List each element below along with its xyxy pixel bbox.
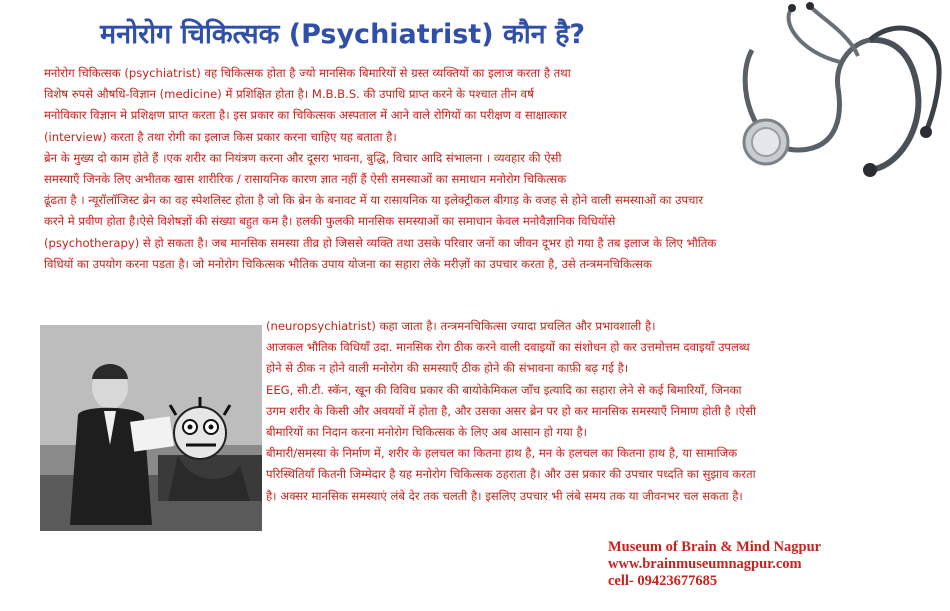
text-line: (interview) करता है तथा रोगी का इलाज किस प्रकार करना चाहिए यह बताता है। — [44, 129, 397, 144]
text-line: उगम शरीर के किसी और अवयवों में होता है, और उसका असर ब्रेन पर हो कर मानसिक समस्याएँ निमाण होती है ।ऐसी — [266, 403, 757, 418]
text-line: परिस्थितियाँ कितनी जिम्मेदार है यह मनोरोग चिकित्सक ठहराता है। और उस प्रकार की उपचार पध्दति का सुझाव करता — [266, 467, 756, 482]
vintage-psychiatrist-photo — [40, 325, 262, 531]
article-text-top — [44, 63, 716, 275]
text-line: करने मे प्रवीण होता है।ऐसे विशेषज्ञों की संख्या बहुत कम है। हलकी फुलकी मानसिक समस्याओं का समाधान केवल मनोवैज्ञानिक विधियोंसे — [44, 214, 616, 229]
text-line: EEG, सी.टी. स्कॅन, खून की विविध प्रकार की बायोकेमिकल जाँच इत्यादि का सहारा लेने से कई बिमारियाँ, जिनका — [266, 382, 742, 397]
text-line: समस्याएँ जिनके लिए अभीतक खास शारीरिक / रासायनिक कारण ज्ञात नहीं हैं ऐसी समस्याओं का समाधान मनोरोग चिकित्सक — [44, 172, 567, 187]
text-line: विशेष रुपसे औषधि-विज्ञान (medicine) में प्रशिक्षित होता है। M.B.B.S. की उपाधि प्राप्त करने के पश्चात तीन वर्ष — [44, 87, 534, 102]
museum-phone: cell- 09423677685 — [608, 573, 718, 589]
page-title: मनोरोग चिकित्सक (Psychiatrist) कौन है? — [100, 19, 586, 50]
text-line: आजकल भौतिक विधियाँ उदा. मानसिक रोग ठीक करने वाली दवाइयों का संशोधन हो कर उत्तमोत्तम दवाइयाँ उपलब्ध — [266, 340, 750, 355]
article-text-bottom — [266, 316, 756, 507]
text-line: बीमारी/समस्या के निर्माण में, शरीर के हलचल का कितना हाथ है, मन के हलचल का कितना हाथ है, या सामाजिक — [266, 446, 738, 461]
museum-info — [608, 539, 821, 590]
text-line: (psychotherapy) से हो सकता है। जब मानसिक समस्या तीव्र हो जिससे व्यक्ति तथा उसके परिवार जनों का जीवन दूभर हो गया है तब इलाज के लिए भौतिक — [44, 235, 717, 250]
text-line: ब्रेन के मुख्य दो काम होते हैं ।एक शरीर का नियंत्रण करना और दूसरा भावना, बुद्धि, विचार आदि संभालना । व्यवहार की ऐसी — [44, 150, 562, 165]
text-line: (neuropsychiatrist) कहा जाता है। तन्त्रमनचिकित्सा ज्यादा प्रचलित और प्रभावशाली है। — [266, 319, 656, 333]
text-line: बीमारियों का निदान करना मनोरोग चिकित्सक के लिए अब आसान हो गया है। — [266, 425, 587, 440]
text-line: मनोविकार विज्ञान मे प्रशिक्षण प्राप्त करता है। इस प्रकार का चिकित्सक अस्पताल में आने वाले रोगियों का परीक्षण व साक्षात्कार — [44, 108, 567, 123]
stethoscope-image — [730, 2, 945, 192]
text-line: विधियों का उपयोग करना पडता है। जो मनोरोग चिकित्सक भौतिक उपाय योजना का सहारा लेके मरीज़ों का उपचार करता है, उसे तन्त्रमनचिकित्सक — [44, 256, 652, 271]
museum-website: www.brainmuseumnagpur.com — [608, 556, 802, 572]
text-line: है। अक्सर मानसिक समस्याएं लंबे देर तक चलती है। इसलिए उपचार भी लंबे समय तक या जीवनभर चल सकता है। — [266, 488, 743, 503]
museum-name: Museum of Brain & Mind Nagpur — [608, 539, 822, 555]
text-line: मनोरोग चिकित्सक (psychiatrist) वह चिकित्सक होता है ज्यो मानसिक बिमारियों से ग्रस्त व्यक्तियों का इलाज करता है तथा — [44, 66, 571, 80]
text-line: होने से ठीक न होने वाली मनोरोग की समस्याएँ ठीक होने की संभावना काफ़ी बढ़ गई है। — [266, 361, 629, 376]
text-line: ढूंढता है । न्यूरॉलॉजिस्ट ब्रेन का वह स्पेशलिस्ट होता है जो कि ब्रेन के बनावट में या रासायनिक या इलेक्ट्रीकल बीगाड़ के वजह से होने वाली समस्याओं का उपचार — [44, 193, 704, 208]
